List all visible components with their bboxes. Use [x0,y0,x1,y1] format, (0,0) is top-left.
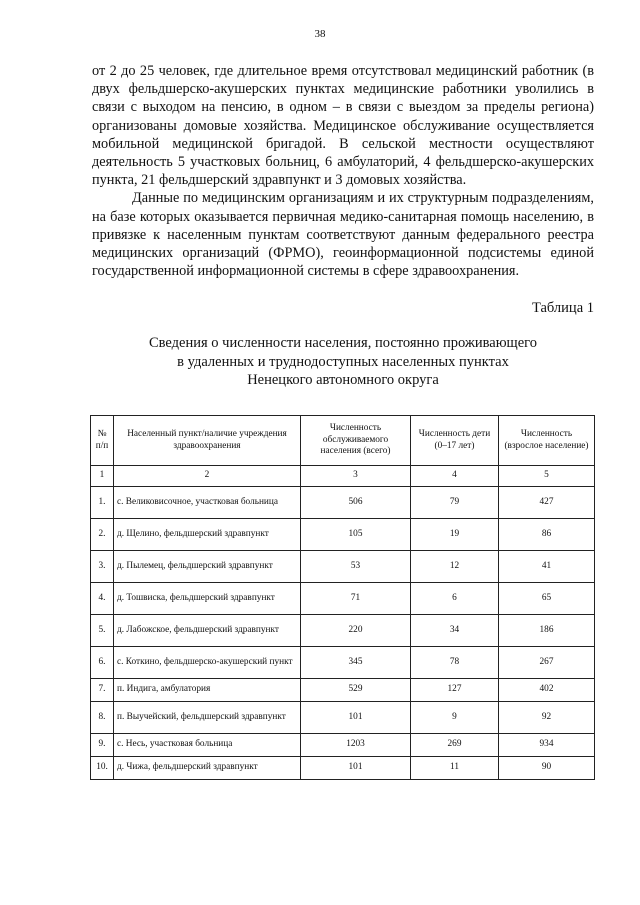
header-children: Численность дети (0–17 лет) [411,416,499,466]
row-number: 1. [91,487,114,519]
table-row [91,519,595,551]
settlement-cell: д. Пылемец, фельдшерский здравпункт [114,551,301,583]
row-number: 6. [91,647,114,679]
children-cell: 19 [411,519,499,551]
table-row [91,615,595,647]
adults-cell: 934 [499,734,595,757]
header-num: № п/п [91,416,114,466]
column-number: 2 [114,466,301,487]
row-number: 9. [91,734,114,757]
adults-cell: 90 [499,757,595,780]
total-cell: 71 [301,583,411,615]
total-cell: 105 [301,519,411,551]
settlement-cell: с. Великовисочное, участковая больница [114,487,301,519]
table-row [91,702,595,734]
table-header-row [91,416,595,466]
children-cell: 127 [411,679,499,702]
total-cell: 1203 [301,734,411,757]
settlement-cell: с. Несь, участковая больница [114,734,301,757]
table-row [91,757,595,780]
header-total: Численность обслуживаемого населения (всего) [301,416,411,466]
adults-cell: 186 [499,615,595,647]
adults-cell: 41 [499,551,595,583]
total-cell: 220 [301,615,411,647]
table-row [91,487,595,519]
total-cell: 101 [301,702,411,734]
total-cell: 345 [301,647,411,679]
adults-cell: 86 [499,519,595,551]
settlement-cell: д. Лабожское, фельдшерский здравпункт [114,615,301,647]
header-settlement: Населенный пункт/наличие учреждения здравоохранения [114,416,301,466]
children-cell: 11 [411,757,499,780]
header-adults: Численность (взрослое население) [499,416,595,466]
children-cell: 34 [411,615,499,647]
column-number: 5 [499,466,595,487]
population-table [90,415,595,780]
settlement-cell: с. Коткино, фельдшерско-акушерский пункт [114,647,301,679]
row-number: 8. [91,702,114,734]
page-number: 38 [314,28,326,40]
children-cell: 12 [411,551,499,583]
paragraph: от 2 до 25 человек, где длительное время отсутствовал медицинский работник (в двух фельдшерско-акушерских пунктах медицинские работники уволились в связи с выходом на пенсию, в одном – в связи с выездом за пределы региона) организованы домовые хозяйства. Медицинское обслуживание осуществляется мобильной медицинской бригадой. В сельской местности осуществляют деятельность 5 участковых больниц, 6 амбулаторий, 4 фельдшерско-акушерских пункта, 21 фельдшерский здравпункт и 3 домовых хозяйства. [92,63,594,189]
total-cell: 53 [301,551,411,583]
paragraph: Данные по медицинским организациям и их структурным подразделениям, на базе которых оказывается первичная медико-санитарная помощь населению, в привязке к населенным пунктам соответствуют данным федерального реестра медицинских организаций (ФРМО), геоинформационной подсистемы единой государственной информационной системы в сфере здравоохранения. [92,190,594,280]
children-cell: 269 [411,734,499,757]
adults-cell: 267 [499,647,595,679]
children-cell: 78 [411,647,499,679]
adults-cell: 92 [499,702,595,734]
row-number: 3. [91,551,114,583]
column-number-row [91,466,595,487]
adults-cell: 402 [499,679,595,702]
row-number: 2. [91,519,114,551]
table-row [91,647,595,679]
settlement-cell: п. Выучейский, фельдшерский здравпункт [114,702,301,734]
adults-cell: 65 [499,583,595,615]
column-number: 1 [91,466,114,487]
caption-line: Ненецкого автономного округа [247,372,439,388]
children-cell: 6 [411,583,499,615]
settlement-cell: д. Чижа, фельдшерский здравпункт [114,757,301,780]
settlement-cell: п. Индига, амбулатория [114,679,301,702]
total-cell: 506 [301,487,411,519]
caption-line: в удаленных и труднодоступных населенных пунктах [177,353,509,370]
settlement-cell: д. Тошвиска, фельдшерский здравпункт [114,583,301,615]
adults-cell: 427 [499,487,595,519]
table-label: Таблица 1 [531,300,594,316]
row-number: 5. [91,615,114,647]
row-number: 10. [91,757,114,780]
table-row [91,734,595,757]
row-number: 7. [91,679,114,702]
children-cell: 9 [411,702,499,734]
body-text [92,62,594,280]
total-cell: 529 [301,679,411,702]
table-row [91,551,595,583]
row-number: 4. [91,583,114,615]
table-caption [92,334,594,390]
total-cell: 101 [301,757,411,780]
table-row [91,583,595,615]
table-row [91,679,595,702]
column-number: 4 [411,466,499,487]
children-cell: 79 [411,487,499,519]
settlement-cell: д. Щелино, фельдшерский здравпункт [114,519,301,551]
column-number: 3 [301,466,411,487]
caption-line: Сведения о численности населения, постоянно проживающего [148,335,537,351]
